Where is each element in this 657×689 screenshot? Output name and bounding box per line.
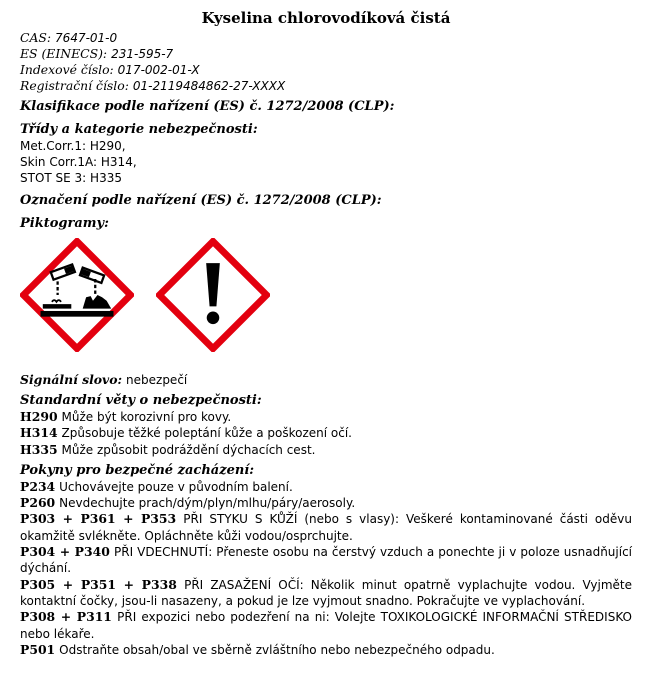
precautionary-heading: Pokyny pro bezpečné zacházení:: [20, 462, 255, 478]
hazard-classes-heading: Třídy a kategorie nebezpečnosti:: [20, 122, 258, 137]
corrosion-icon: [20, 238, 134, 352]
pictogram-row: [20, 238, 632, 366]
registration-number-line: Registrační číslo: 01-2119484862-27-XXXX: [20, 78, 286, 93]
signal-word-label: Signální slovo:: [20, 372, 123, 387]
index-number-line: Indexové číslo: 017-002-01-X: [20, 62, 200, 77]
safety-label-document: [20, 8, 632, 658]
hazard-statement: H335 Může způsobit podráždění dýchacích cest.: [20, 441, 316, 457]
classification-heading: Klasifikace podle nařízení (ES) č. 1272/2008 (CLP):: [20, 99, 395, 114]
hazard-statement: H290 Může být korozivní pro kovy.: [20, 409, 232, 424]
hazard-statement: H314 Způsobuje těžké poleptání kůže a poškození očí.: [20, 425, 352, 441]
precautionary-statement: P260 Nevdechujte prach/dým/plyn/mlhu/páry/aerosoly.: [20, 495, 356, 511]
signal-word: nebezpečí: [126, 373, 188, 387]
labelling-heading: Označení podle nařízení (ES) č. 1272/2008 (CLP):: [20, 193, 382, 208]
precautionary-statement: P305 + P351 + P338 PŘI ZASAŽENÍ OČÍ: Několik minut opatrně vyplachujte vodou. Vyjměte kontaktní čočky, jsou-li nasazeny, a pokud je lze vyjmout snadno. Pokračujte ve vyplachování.: [20, 576, 632, 608]
hazard-class-item: Skin Corr.1A: H314,: [20, 155, 137, 169]
hazard-class-item: STOT SE 3: H335: [20, 171, 122, 185]
exclamation-mark-icon: [156, 238, 270, 352]
page-title: Kyselina chlorovodíková čistá: [201, 9, 451, 27]
cas-line: CAS: 7647-01-0: [20, 30, 118, 45]
precautionary-statement: P308 + P311 PŘI expozici nebo podezření na ni: Volejte TOXIKOLOGICKÉ INFORMAČNÍ STŘEDISKO nebo lékaře.: [20, 609, 632, 641]
signal-word-line: [20, 372, 632, 388]
precautionary-statement: P501 Odstraňte obsah/obal ve sběrně zvláštního nebo nebezpečného odpadu.: [20, 641, 495, 657]
pictograms-heading: Piktogramy:: [20, 216, 109, 231]
hazard-statements-heading: Standardní věty o nebezpečnosti:: [20, 393, 262, 408]
precautionary-statement: P304 + P340 PŘI VDECHNUTÍ: Přeneste osobu na čerstvý vzduch a ponechte ji v poloze usnadňující dýchání.: [20, 544, 633, 576]
precautionary-statement: P234 Uchovávejte pouze v původním balení.: [20, 478, 293, 494]
precautionary-statement: P303 + P361 + P353 PŘI STYKU S KŮŽÍ (nebo s vlasy): Veškeré kontaminované části oděvu okamžitě svlékněte. Opláchněte kůži vodou/osprchujte.: [20, 511, 632, 543]
hazard-class-item: Met.Corr.1: H290,: [20, 139, 126, 153]
einecs-line: ES (EINECS): 231-595-7: [20, 46, 174, 61]
